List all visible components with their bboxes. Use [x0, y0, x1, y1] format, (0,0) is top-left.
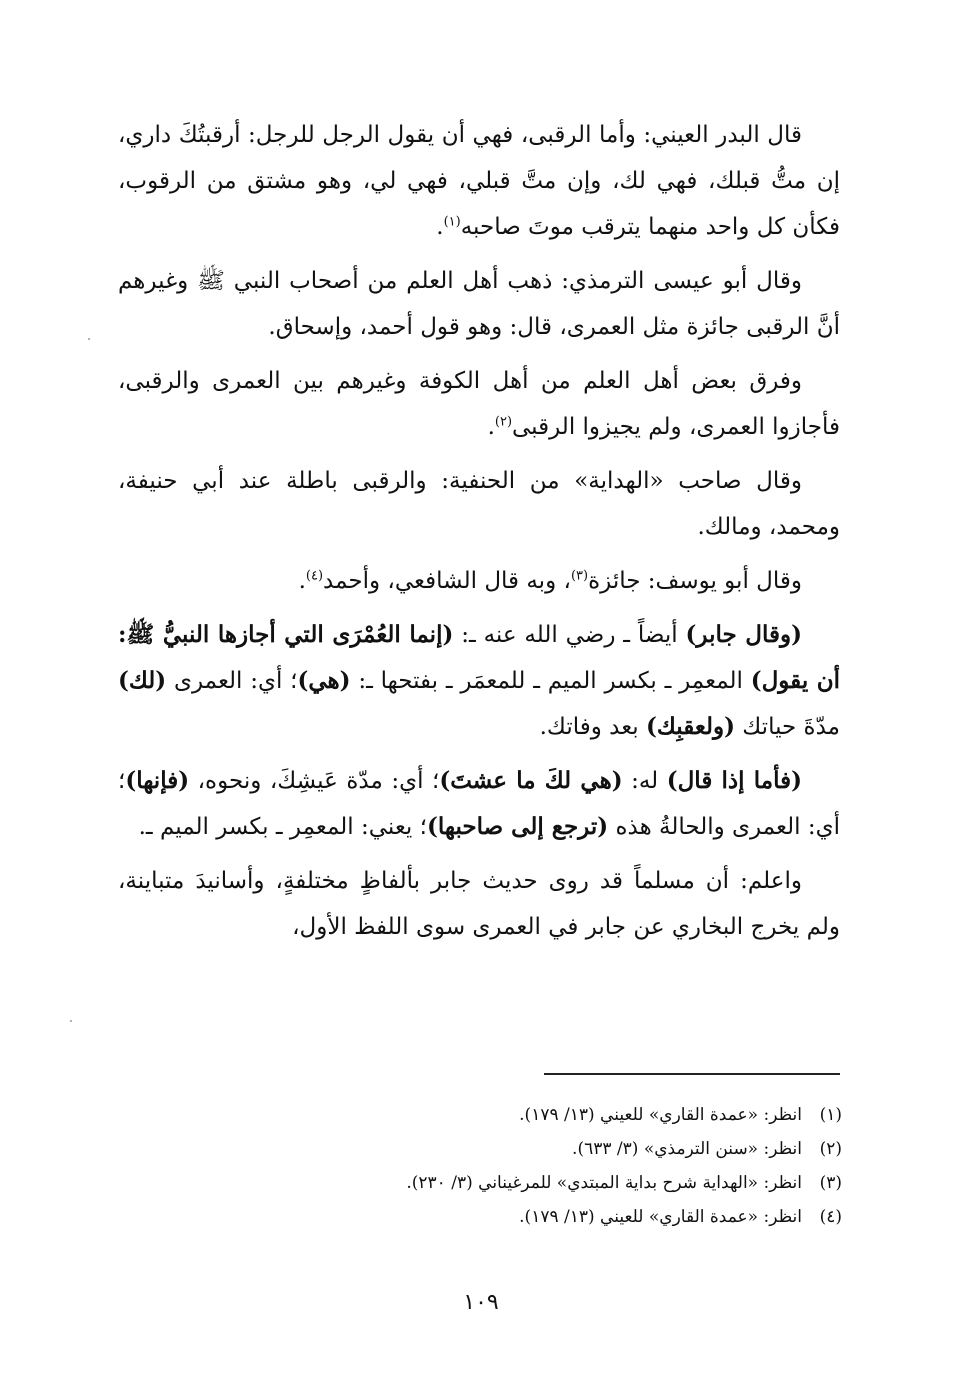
- footnote-item: [242, 1132, 842, 1166]
- paragraph-text: قال البدر العيني: وأما الرقبى، فهي أن يقول الرجل للرجل: أرقبتُكَ داري، إن متُّ قبلك، فهي لك، وإن متَّ قبلي، فهي لي، وهو مشتق من الرقوب، فكأن كل واحد منهما يترقب موتَ صاحبه: [118, 122, 840, 240]
- footnote-ref[interactable]: (٣): [570, 568, 589, 584]
- hadith-text-bold: (هي): [297, 667, 351, 694]
- hadith-text-bold: (ترجع إلى صاحبها): [426, 813, 609, 840]
- paragraph-text: وقال صاحب «الهداية» من الحنفية: والرقبى باطلة عند أبي حنيفة، ومحمد، ومالك.: [118, 468, 840, 540]
- footnote-text: انظر: «الهداية شرح بداية المبتدي» للمرغيناني (٣/ ٢٣٠).: [406, 1173, 802, 1193]
- footnote-separator: [544, 1073, 840, 1075]
- footnote-item: [242, 1200, 842, 1234]
- footnote-item: [242, 1098, 842, 1132]
- hadith-text-bold: (ولعقبِك): [646, 713, 735, 740]
- paragraph-iclam: [118, 858, 840, 950]
- footnote-item: [242, 1166, 842, 1200]
- paragraph-amma-idha-qala: (فأما إذا قال) له: (هي لكَ ما عشتَ)؛ أي: مدّة عَيشِكَ، ونحوه، (فإنها)؛ أي: العمرى والحالةُ هذه (ترجع إلى صاحبها)؛ يعني: المعمِر ـ بكسر الميم ـ.: [118, 767, 840, 840]
- footnotes: [242, 1098, 842, 1234]
- paragraph-tirmidhi: [118, 258, 840, 350]
- hadith-text-bold: (هي لكَ ما عشتَ): [439, 767, 623, 794]
- footnote-text: انظر: «سنن الترمذي» (٣/ ٦٣٣).: [572, 1139, 802, 1159]
- footnote-number: (٢): [819, 1139, 842, 1159]
- paragraph-text: وفرق بعض أهل العلم من أهل الكوفة وغيرهم بين العمرى والرقبى، فأجازوا العمرى، ولم يجيزوا الرقبى: [118, 368, 840, 440]
- paragraph-kufa: وفرق بعض أهل العلم من أهل الكوفة وغيرهم بين العمرى والرقبى، فأجازوا العمرى، ولم يجيزوا الرقبى$^{(٢)}$.: [118, 368, 840, 440]
- footnote-text: انظر: «عمدة القاري» للعيني (١٣/ ١٧٩).: [519, 1207, 802, 1227]
- footnote-number: (٣): [819, 1173, 842, 1193]
- main-text: [118, 112, 840, 958]
- footnote-number: (٤): [819, 1207, 842, 1227]
- footnote-ref[interactable]: (١): [443, 214, 461, 230]
- footnote-ref[interactable]: (٤): [305, 568, 324, 584]
- footnote-ref[interactable]: (٢): [494, 414, 513, 430]
- hadith-text-bold: (وقال جابر): [685, 621, 802, 648]
- footnote-number: (١): [819, 1105, 842, 1125]
- scan-speck: [88, 338, 90, 340]
- paragraph-text: واعلم: أن مسلماً قد روى حديث جابر بألفاظٍ مختلفةٍ، وأسانيدَ متباينة، ولم يخرج البخاري عن جابر في العمرى سوى اللفظ الأول،: [118, 868, 840, 940]
- hadith-text-bold: (فأما إذا قال): [666, 767, 802, 794]
- hadith-text-bold: (لك): [118, 667, 167, 694]
- footnote-text: انظر: «عمدة القاري» للعيني (١٣/ ١٧٩).: [519, 1105, 802, 1125]
- hadith-text-bold: (فإنها): [125, 767, 190, 794]
- paragraph-abu-yusuf: وقال أبو يوسف: جائزة$^{(٣)}$، وبه قال الشافعي، وأحمد$^{(٤)}$.: [298, 568, 802, 594]
- page-number: ١٠٩: [463, 1290, 499, 1315]
- paragraph-text: وقال أبو عيسى الترمذي: ذهب أهل العلم من أصحاب النبي ﷺ وغيرهم أنَّ الرقبى جائزة مثل العمرى، قال: وهو قول أحمد، وإسحاق.: [118, 268, 840, 340]
- paragraph-jabir: (وقال جابر) أيضاً ـ رضي الله عنه ـ: (إنما العُمْرَى التي أجازها النبيُّ ﷺ: أن يقول) المعمِر ـ بكسر الميم ـ للمعمَر ـ بفتحها ـ: (هي)؛ أي: العمرى (لك) مدّةَ حياتك (ولعقبِك) بعد وفاتك.: [118, 621, 840, 740]
- hadith-text-bold: (إنما العُمْرَى التي أجازها النبيُّ ﷺ: أن يقول): [118, 621, 840, 694]
- scan-speck: [70, 1020, 72, 1022]
- paragraph-badr-al-ayni: قال البدر العيني: وأما الرقبى، فهي أن يقول الرجل للرجل: أرقبتُكَ داري، إن متُّ قبلك، فهي لك، وإن متَّ قبلي، فهي لي، وهو مشتق من الرقوب، فكأن كل واحد منهما يترقب موتَ صاحبه$^{(١)}$.: [118, 122, 840, 240]
- paragraph-hidaya: [118, 458, 840, 550]
